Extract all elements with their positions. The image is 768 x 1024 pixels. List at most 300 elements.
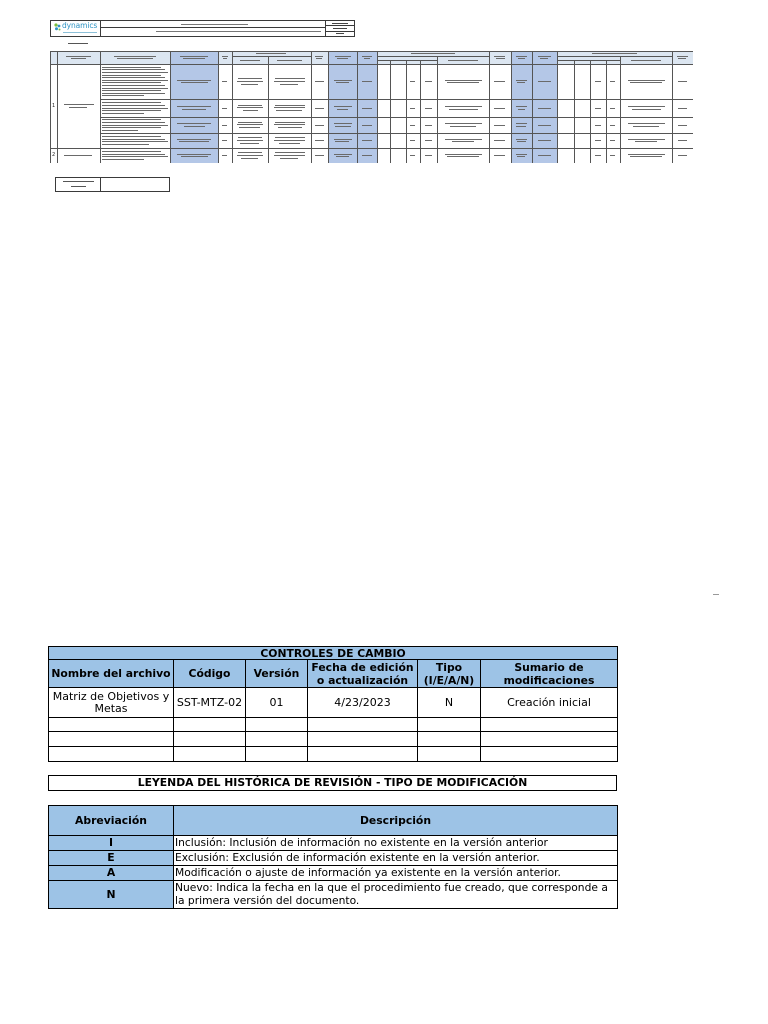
- illegible-text: [243, 110, 258, 111]
- matrix-cell: [377, 148, 390, 163]
- illegible-text: [237, 107, 263, 108]
- illegible-text: [677, 56, 688, 57]
- illegible-text: [425, 108, 432, 109]
- legend-row: [49, 851, 618, 866]
- illegible-text: [592, 53, 637, 54]
- illegible-text: [678, 58, 686, 59]
- illegible-text: [177, 80, 211, 81]
- matrix-cell: [390, 117, 406, 133]
- matrix-cell: [232, 117, 268, 133]
- illegible-text: [334, 80, 352, 81]
- illegible-text: [241, 158, 258, 159]
- illegible-text: [410, 155, 415, 156]
- table-row: [49, 688, 618, 718]
- illegible-text: [222, 81, 227, 82]
- illegible-text: [275, 137, 305, 138]
- illegible-text: [410, 108, 415, 109]
- matrix-area-cell: [57, 64, 100, 148]
- illegible-text: [223, 58, 227, 59]
- illegible-text: [237, 81, 263, 82]
- illegible-text: [102, 72, 168, 73]
- legend-description: Nuevo: Indica la fecha en la que el procedimiento fue creado, que corresponde a la primera versión del documento.: [174, 881, 618, 909]
- matrix-cell: [511, 117, 532, 133]
- illegible-text: [518, 109, 525, 110]
- illegible-text: [177, 139, 211, 140]
- empty-cell: [246, 747, 308, 762]
- illegible-text: [102, 113, 144, 114]
- illegible-text: [628, 106, 665, 107]
- illegible-text: [411, 53, 455, 54]
- illegible-text: [610, 140, 615, 141]
- illegible-text: [540, 58, 548, 59]
- illegible-text: [445, 123, 482, 124]
- illegible-text: [595, 155, 601, 156]
- illegible-text: [538, 155, 551, 156]
- empty-table-row: [49, 732, 618, 747]
- header-title-cell: [101, 21, 325, 28]
- cell-summary: Creación inicial: [481, 688, 618, 718]
- empty-table-row: [49, 747, 618, 762]
- illegible-text: [177, 123, 211, 124]
- illegible-text: [516, 139, 527, 140]
- matrix-cell: [390, 99, 406, 117]
- illegible-text: [631, 60, 661, 61]
- empty-cell: [418, 732, 481, 747]
- illegible-text: [64, 104, 94, 105]
- illegible-text: [610, 108, 615, 109]
- empty-cell: [174, 718, 246, 732]
- legend-description: Modificación o ajuste de información ya existente en la versión anterior.: [174, 866, 618, 881]
- illegible-text: [494, 81, 505, 82]
- legend-description: Exclusión: Exclusión de información existente en la versión anterior.: [174, 851, 618, 866]
- illegible-text: [102, 80, 168, 81]
- illegible-text: [445, 139, 482, 140]
- illegible-text: [362, 140, 372, 141]
- illegible-text: [449, 109, 478, 110]
- illegible-text: [102, 85, 165, 86]
- column-header-type: Tipo (I/E/A/N): [418, 660, 481, 688]
- illegible-text: [595, 81, 601, 82]
- illegible-text: [177, 106, 211, 107]
- illegible-text: [277, 60, 302, 61]
- illegible-text: [362, 155, 372, 156]
- illegible-text: [63, 32, 97, 33]
- illegible-text: [315, 155, 324, 156]
- illegible-text: [516, 80, 527, 81]
- illegible-text: [240, 60, 260, 61]
- cell-date: 4/23/2023: [308, 688, 418, 718]
- column-header-summary: Sumario de modificaciones: [481, 660, 618, 688]
- illegible-text: [102, 90, 161, 91]
- illegible-text: [337, 109, 348, 110]
- illegible-text: [410, 81, 415, 82]
- illegible-text: [364, 58, 370, 59]
- illegible-text: [337, 58, 348, 59]
- illegible-text: [445, 80, 482, 81]
- illegible-text: [494, 140, 505, 141]
- illegible-text: [240, 143, 259, 144]
- illegible-text: [102, 127, 161, 128]
- legend-header-row: [49, 806, 618, 836]
- illegible-text: [425, 125, 432, 126]
- illegible-text: [280, 84, 298, 85]
- illegible-text: [336, 156, 349, 157]
- illegible-text: [494, 125, 505, 126]
- illegible-text: [274, 81, 305, 82]
- table-title-row: [49, 647, 618, 660]
- legend-abbreviation: N: [49, 881, 174, 909]
- matrix-cell: [574, 133, 590, 148]
- illegible-text: [445, 106, 482, 107]
- illegible-text: [102, 93, 165, 94]
- illegible-text: [447, 156, 479, 157]
- illegible-text: [630, 82, 662, 83]
- empty-cell: [49, 732, 174, 747]
- empty-table-row: [49, 718, 618, 732]
- illegible-text: [66, 56, 91, 57]
- illegible-text: [678, 81, 687, 82]
- empty-cell: [308, 747, 418, 762]
- illegible-text: [315, 56, 323, 57]
- illegible-text: [68, 43, 88, 44]
- empty-cell: [481, 732, 618, 747]
- illegible-text: [336, 33, 344, 34]
- illegible-text: [334, 106, 352, 107]
- illegible-text: [538, 108, 551, 109]
- matrix-cell: [620, 117, 672, 133]
- illegible-text: [222, 140, 227, 141]
- change-control-title: CONTROLES DE CAMBIO: [49, 647, 618, 660]
- illegible-text: [102, 125, 168, 126]
- illegible-text: [102, 105, 165, 106]
- illegible-text: [238, 105, 262, 106]
- cell-code: SST-MTZ-02: [174, 688, 246, 718]
- illegible-text: [274, 124, 305, 125]
- header-metadata-cells: [325, 21, 354, 36]
- illegible-text: [275, 105, 305, 106]
- illegible-text: [538, 140, 551, 141]
- legend-table: [48, 805, 618, 909]
- illegible-text: [280, 158, 298, 159]
- illegible-text: [63, 181, 94, 182]
- illegible-text: [102, 69, 165, 70]
- illegible-text: [425, 155, 432, 156]
- column-header-code: Código: [174, 660, 246, 688]
- illegible-text: [630, 156, 662, 157]
- illegible-text: [635, 141, 657, 142]
- objectives-matrix: [50, 51, 693, 163]
- illegible-text: [595, 140, 601, 141]
- illegible-text: [71, 58, 86, 59]
- matrix-cell: [390, 148, 406, 163]
- empty-cell: [308, 732, 418, 747]
- illegible-text: [69, 107, 87, 108]
- illegible-text: [315, 125, 324, 126]
- illegible-text: [494, 155, 505, 156]
- illegible-text: [447, 82, 479, 83]
- illegible-text: [425, 81, 432, 82]
- illegible-text: [102, 108, 168, 109]
- illegible-text: [102, 95, 144, 96]
- illegible-text: [678, 140, 687, 141]
- illegible-text: [237, 140, 263, 141]
- matrix-cell: [377, 99, 390, 117]
- illegible-text: [335, 141, 349, 142]
- illegible-text: [102, 154, 165, 155]
- illegible-text: [102, 75, 161, 76]
- illegible-text: [278, 127, 302, 128]
- illegible-text: [362, 125, 372, 126]
- illegible-text: [156, 31, 321, 32]
- illegible-text: [181, 24, 248, 25]
- legend-description: Inclusión: Inclusión de información no existente en la versión anterior: [174, 836, 618, 851]
- table-header-row: [49, 660, 618, 688]
- illegible-text: [184, 126, 205, 127]
- illegible-text: [496, 58, 505, 59]
- matrix-cell: [574, 148, 590, 163]
- illegible-text: [362, 108, 372, 109]
- illegible-text: [237, 155, 263, 156]
- illegible-text: [102, 151, 161, 152]
- matrix-cell: [620, 99, 672, 117]
- matrix-cell: [557, 64, 574, 99]
- illegible-text: [425, 140, 432, 141]
- illegible-text: [517, 156, 525, 157]
- matrix-cell: [557, 133, 574, 148]
- legend-row: [49, 881, 618, 909]
- matrix-row-number: 1: [52, 103, 56, 109]
- illegible-text: [334, 139, 352, 140]
- illegible-text: [538, 56, 551, 57]
- illegible-text: [102, 136, 161, 137]
- illegible-text: [494, 108, 505, 109]
- column-header-file-name: Nombre del archivo: [49, 660, 174, 688]
- illegible-text: [628, 123, 665, 124]
- illegible-text: [238, 152, 262, 153]
- illegible-text: [256, 53, 286, 54]
- illegible-text: [315, 81, 324, 82]
- matrix-cell: [437, 99, 489, 117]
- illegible-text: [102, 82, 161, 83]
- illegible-text: [516, 123, 527, 124]
- change-control-table: [48, 646, 618, 762]
- illegible-text: [516, 56, 527, 57]
- illegible-text: [315, 140, 324, 141]
- illegible-text: [334, 154, 352, 155]
- illegible-text: [114, 56, 156, 57]
- matrix-cell: [557, 117, 574, 133]
- illegible-text: [335, 126, 351, 127]
- illegible-text: [102, 156, 168, 157]
- illegible-text: [628, 139, 665, 140]
- illegible-text: [595, 108, 601, 109]
- empty-cell: [49, 747, 174, 762]
- illegible-text: [332, 23, 348, 24]
- illegible-text: [237, 124, 263, 125]
- illegible-text: [117, 58, 153, 59]
- divider: [100, 178, 101, 191]
- illegible-text: [362, 81, 372, 82]
- illegible-text: [336, 82, 349, 83]
- cell-file-name: Matriz de Objetivos y Metas: [49, 688, 174, 718]
- illegible-text: [316, 58, 322, 59]
- matrix-cell: [574, 117, 590, 133]
- matrix-cell: [557, 148, 574, 163]
- illegible-text: [445, 154, 482, 155]
- illegible-text: [274, 140, 305, 141]
- stray-mark: [713, 594, 719, 595]
- matrix-cell: [511, 99, 532, 117]
- empty-cell: [174, 747, 246, 762]
- matrix-row-number: 2: [52, 152, 56, 158]
- column-header-version: Versión: [246, 660, 308, 688]
- legend-header-description: Descripción: [174, 806, 618, 836]
- illegible-text: [334, 123, 352, 124]
- empty-cell: [308, 718, 418, 732]
- illegible-text: [335, 56, 351, 57]
- matrix-column-header: [50, 51, 57, 64]
- illegible-text: [102, 122, 165, 123]
- illegible-text: [678, 108, 687, 109]
- illegible-text: [102, 102, 161, 103]
- empty-cell: [418, 747, 481, 762]
- matrix-cell: [574, 99, 590, 117]
- illegible-text: [610, 81, 615, 82]
- illegible-text: [102, 130, 138, 131]
- illegible-text: [450, 126, 476, 127]
- illegible-text: [678, 125, 687, 126]
- cell-type: N: [418, 688, 481, 718]
- matrix-cell: [574, 64, 590, 99]
- illegible-text: [628, 80, 665, 81]
- illegible-text: [102, 144, 149, 145]
- illegible-text: [538, 125, 551, 126]
- illegible-text: [362, 56, 372, 57]
- illegible-text: [610, 125, 615, 126]
- empty-cell: [246, 732, 308, 747]
- matrix-cell: [232, 99, 268, 117]
- matrix-cell: [268, 99, 311, 117]
- illegible-text: [238, 78, 262, 79]
- illegible-text: [632, 109, 661, 110]
- illegible-text: [516, 154, 527, 155]
- illegible-text: [102, 77, 165, 78]
- illegible-text: [595, 125, 601, 126]
- illegible-text: [241, 84, 258, 85]
- illegible-text: [181, 156, 208, 157]
- illegible-text: [102, 141, 168, 142]
- empty-cell: [49, 718, 174, 732]
- legend-row: [49, 866, 618, 881]
- illegible-text: [517, 82, 525, 83]
- legend-row: [49, 836, 618, 851]
- legend-abbreviation: I: [49, 836, 174, 851]
- illegible-text: [279, 143, 300, 144]
- illegible-text: [610, 155, 615, 156]
- matrix-cell: [377, 133, 390, 148]
- matrix-cell: [328, 99, 357, 117]
- empty-cell: [481, 718, 618, 732]
- illegible-text: [410, 140, 415, 141]
- matrix-cell: [170, 117, 218, 133]
- illegible-text: [222, 56, 228, 57]
- illegible-text: [238, 137, 262, 138]
- illegible-text: [183, 58, 205, 59]
- legend-abbreviation: E: [49, 851, 174, 866]
- illegible-text: [516, 126, 526, 127]
- cell-version: 01: [246, 688, 308, 718]
- illegible-text: [275, 152, 305, 153]
- illegible-text: [64, 155, 92, 156]
- illegible-text: [222, 155, 227, 156]
- illegible-text: [517, 141, 526, 142]
- header-meta-row: [326, 32, 354, 36]
- empty-cell: [174, 732, 246, 747]
- illegible-text: [180, 56, 208, 57]
- matrix-cell: [328, 117, 357, 133]
- illegible-text: [448, 60, 478, 61]
- illegible-text: [222, 125, 227, 126]
- illegible-text: [102, 159, 144, 160]
- illegible-text: [181, 82, 208, 83]
- empty-cell: [418, 718, 481, 732]
- matrix-cell: [390, 64, 406, 99]
- illegible-text: [494, 56, 505, 57]
- illegible-text: [333, 28, 347, 29]
- empty-cell: [246, 718, 308, 732]
- illegible-text: [239, 127, 260, 128]
- illegible-text: [102, 67, 161, 68]
- matrix-cell: [390, 133, 406, 148]
- illegible-text: [182, 109, 206, 110]
- illegible-text: [102, 110, 161, 111]
- illegible-text: [315, 108, 324, 109]
- illegible-text: [628, 154, 665, 155]
- illegible-text: [516, 106, 527, 107]
- column-header-date: Fecha de edición o actualización: [308, 660, 418, 688]
- matrix-cell: [377, 117, 390, 133]
- legend-title: LEYENDA DEL HISTÓRICA DE REVISIÓN - TIPO DE MODIFICACIÓN: [48, 775, 617, 791]
- illegible-text: [222, 108, 227, 109]
- illegible-text: [678, 155, 687, 156]
- legend-abbreviation: A: [49, 866, 174, 881]
- illegible-text: [274, 107, 305, 108]
- empty-cell: [481, 747, 618, 762]
- illegible-text: [518, 58, 525, 59]
- illegible-text: [275, 122, 305, 123]
- logo-text: dynamics: [62, 21, 98, 30]
- matrix-cell: [170, 99, 218, 117]
- illegible-text: [274, 155, 305, 156]
- matrix-cell: [377, 64, 390, 99]
- illegible-text: [276, 110, 302, 111]
- illegible-text: [538, 81, 551, 82]
- header-subtitle-cell: [101, 28, 325, 36]
- legend-header-abbreviation: Abreviación: [49, 806, 174, 836]
- illegible-text: [102, 139, 165, 140]
- matrix-cell: [268, 117, 311, 133]
- illegible-text: [633, 126, 659, 127]
- matrix-cell: [557, 99, 574, 117]
- illegible-text: [179, 141, 209, 142]
- document-header: [50, 20, 355, 37]
- illegible-text: [102, 119, 161, 120]
- illegible-text: [275, 78, 305, 79]
- matrix-cell: [437, 117, 489, 133]
- illegible-text: [102, 88, 168, 89]
- logo: [51, 21, 101, 36]
- logo-icon: [53, 22, 62, 32]
